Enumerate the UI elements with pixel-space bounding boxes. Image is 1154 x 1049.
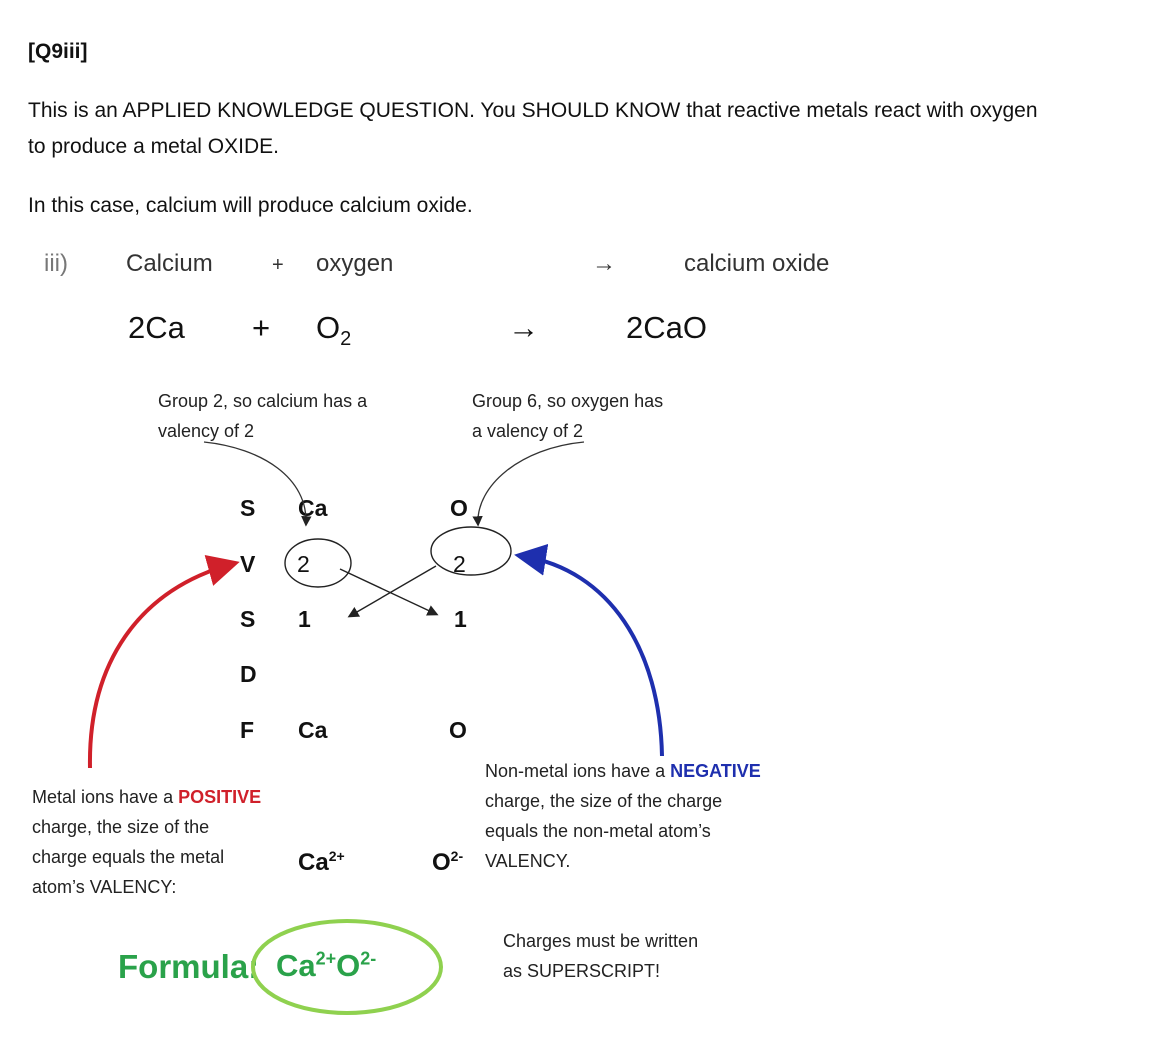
ca-formula-cell: Ca [298,717,328,743]
ca-valency: 2 [297,551,310,577]
word-arrow: → [592,250,616,277]
ca-symbol: Ca [298,495,328,521]
formula-o-charge: 2- [360,948,377,969]
metal-note-line-1: Metal ions have a [32,787,179,807]
o-swap: 1 [454,606,467,632]
symbol-product: 2CaO [626,310,707,345]
symbol-arrow: → [508,310,539,345]
oxide-ion-base: O [432,849,451,876]
symbol-reactant-1: 2Ca [128,310,185,345]
calcium-ion-charge: 2+ [328,848,345,864]
intro-line-2: to produce a metal OXIDE. [28,135,279,158]
svsdf-label-f: F [240,717,255,743]
word-plus: + [272,254,284,276]
question-id: [Q9iii] [28,40,88,63]
svsdf-label-s1: S [240,495,256,521]
o-valency: 2 [453,551,466,577]
superscript-note-line-2: as SUPERSCRIPT! [503,961,661,981]
ca-swap: 1 [298,606,311,632]
symbol-plus: + [252,310,271,345]
negative-charge-arrow [522,556,662,756]
svsdf-label-s2: S [240,606,256,632]
nonmetal-note-line-2: charge, the size of the charge [485,791,723,811]
word-product: calcium oxide [684,250,830,277]
nonmetal-note-line-3: equals the non-metal atom’s [485,821,711,841]
metal-note-line-4: atom’s VALENCY: [32,877,177,897]
svsdf-label-v: V [240,551,256,577]
formula-o-base: O [336,948,361,983]
oxygen-note-line-1: Group 6, so oxygen has [472,391,664,411]
word-reactant-1: Calcium [126,250,213,277]
formula-highlight-ellipse [253,921,441,1013]
calcium-note-line-2: valency of 2 [158,421,255,441]
negative-highlight: NEGATIVE [670,761,761,781]
oxygen-note-pointer [478,442,584,524]
positive-charge-arrow [90,564,232,768]
metal-note-line-2: charge, the size of the [32,817,210,837]
nonmetal-note-line-1: Non-metal ions have a [485,761,671,781]
intro-line-3: In this case, calcium will produce calcium oxide. [28,194,473,217]
o-symbol: O [450,495,468,521]
intro-line-1: This is an APPLIED KNOWLEDGE QUESTION. You SHOULD KNOW that reactive metals react with oxygen [28,99,1038,122]
calcium-note-pointer [204,442,306,524]
calcium-ion-base: Ca [298,849,329,876]
word-reactant-2: oxygen [316,250,394,277]
metal-note-line-3: charge equals the metal [32,847,225,867]
part-label: iii) [44,250,68,277]
ca-valency-circle [285,539,351,587]
positive-highlight: POSITIVE [178,787,262,807]
superscript-note-line-1: Charges must be written [503,931,699,951]
oxygen-subscript: 2 [340,328,352,351]
oxide-ion-charge: 2- [450,848,464,864]
formula-ca-base: Ca [276,948,316,983]
svsdf-label-d: D [240,661,257,687]
oxygen-base: O [316,310,341,345]
nonmetal-note-line-4: VALENCY. [485,851,571,871]
o-valency-circle [431,527,511,575]
calcium-note-line-1: Group 2, so calcium has a [158,391,368,411]
o-formula-cell: O [449,717,467,743]
formula-label: Formula: [118,948,260,985]
ca-to-o-swap-arrow [340,569,436,614]
oxygen-note-line-2: a valency of 2 [472,421,584,441]
formula-ca-charge: 2+ [315,948,337,969]
